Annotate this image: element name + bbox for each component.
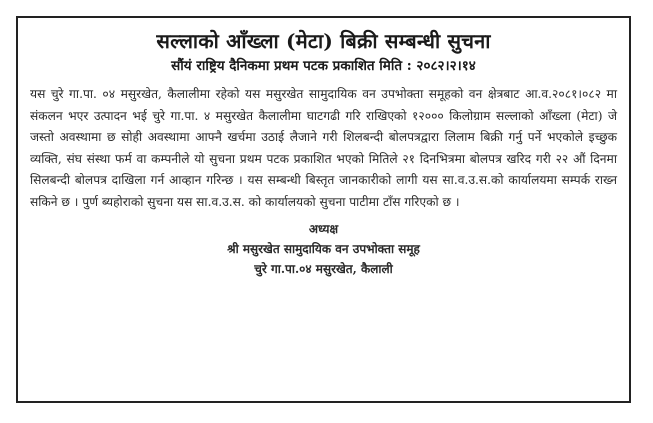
notice-body: यस चुरे गा.पा. ०४ मसुरखेत, कैलालीमा रहेको यस मसुरखेत सामुदायिक वन उपभोक्ता समूहको वन क्षेत्रबाट आ.व.२०८१।०८२ मा संकलन भएर उत्पादन भई चुरे गा.पा. ४ मसुरखेत कैलालीमा घाटगढी गरि राखिएको १२००० किलोग्राम सल्लाको आँख्ला (मेटा) जे जस्तो अवस्थामा छ सोही अवस्थामा आफ्नै खर्चमा उठाई लैजाने गरी शिलबन्दी बोलपत्रद्वारा लिलाम बिक्री गर्नु पर्ने भएकोले इच्छुक व्यक्ति, संघ संस्था फर्म वा कम्पनीले यो सुचना प्रथम पटक प्रकाशित भएको मितिले २१ दिनभित्रमा बोलपत्र खरिद गरी २२ औं दिनमा सिलबन्दी बोलपत्र दाखिला गर्न आव्हान गरिन्छ । यस सम्बन्धी बिस्तृत जानकारीको लागी यस सा.व.उ.स.को कार्यालयमा सम्पर्क राख्न सकिने छ । पुर्ण ब्यहोराको सुचना यस सा.व.उ.स. को कार्यालयको सुचना पाटीमा टाँस गरिएको छ ।: [30, 87, 617, 209]
signature-address: चुरे गा.पा.०४ मसुरखेत, कैलाली: [254, 262, 393, 276]
publication-date-line: सौंयं राष्ट्रिय दैनिकमा प्रथम पटक प्रकाशित मिति : २०८२।२।१४: [171, 58, 476, 74]
signature-role: अध्यक्ष: [308, 222, 339, 236]
notice-title: सल्लाको आँख्ला (मेटा) बिक्री सम्बन्धी सुचना: [156, 29, 491, 53]
notice-box: [16, 16, 631, 403]
signature-block: [30, 219, 617, 279]
signature-organization: श्री मसुरखेत सामुदायिक वन उपभोक्ता समूह: [227, 242, 420, 256]
